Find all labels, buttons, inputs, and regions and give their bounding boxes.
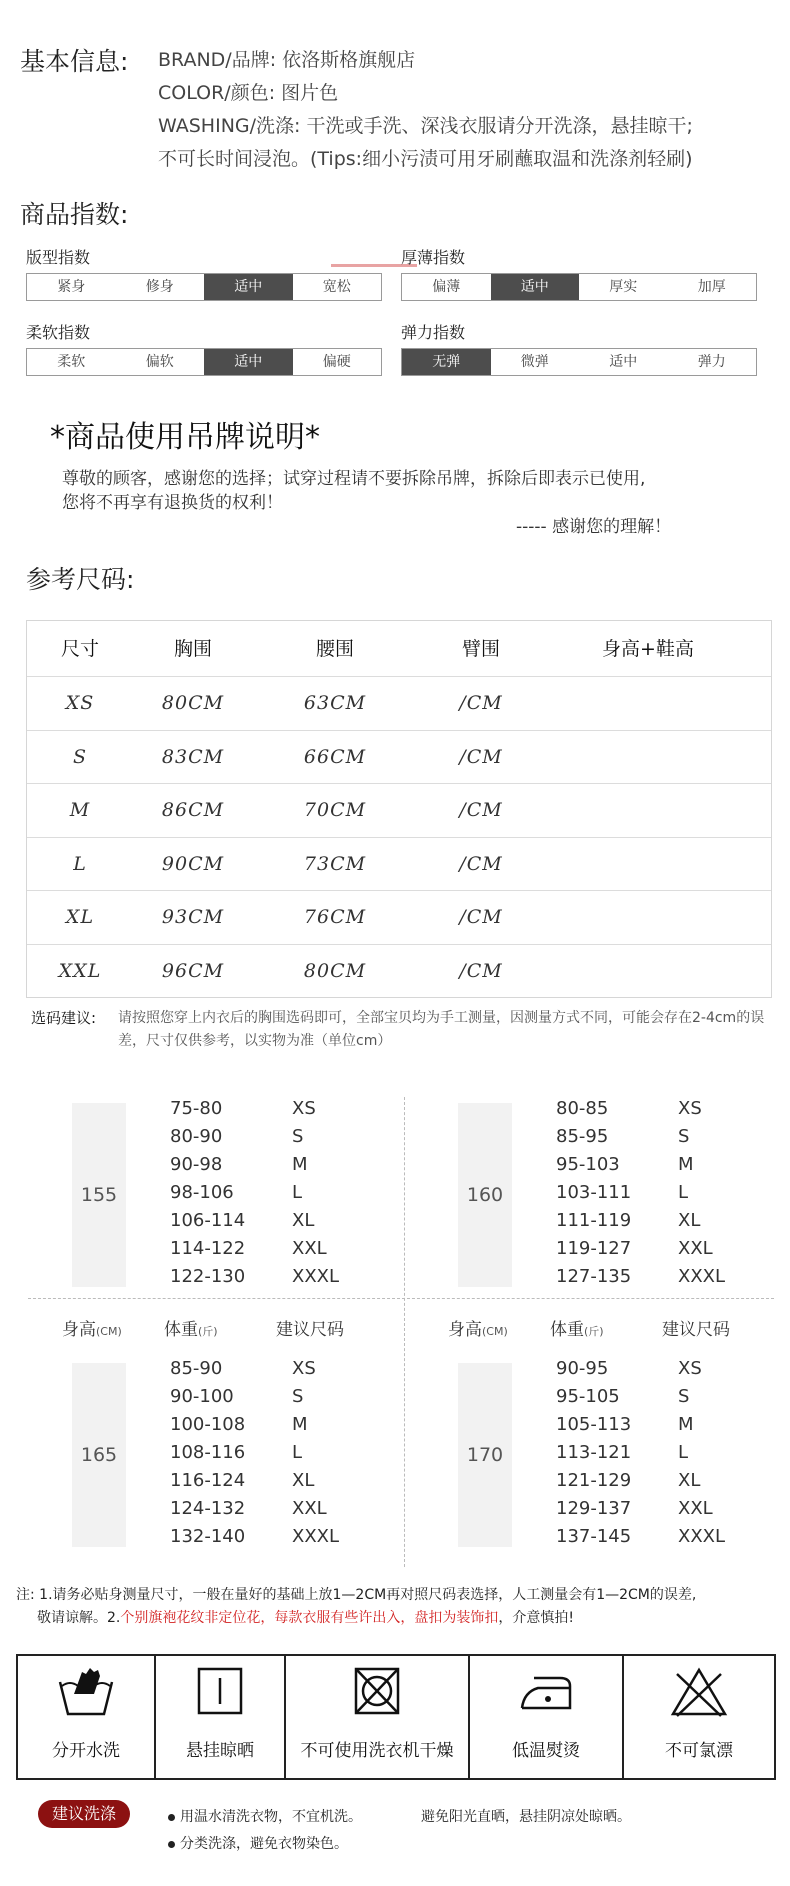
care-label-hang-dry: 悬挂晾晒 xyxy=(186,1741,254,1761)
size-header-text: 建议尺码 xyxy=(662,1320,730,1340)
index-bar xyxy=(401,273,757,301)
weight-range: 90-98 xyxy=(170,1154,223,1175)
hand-wash-icon xyxy=(56,1664,116,1720)
suggested-size: L xyxy=(292,1182,303,1203)
table-header-cell: 尺寸 xyxy=(60,638,99,660)
care-item-no-bleach xyxy=(624,1656,774,1778)
size-header-text: 建议尺码 xyxy=(276,1320,344,1340)
height-header-text: 身高 xyxy=(62,1320,96,1340)
weight-range: 137-145 xyxy=(556,1526,632,1547)
table-cell: /CM xyxy=(459,906,503,928)
table-cell: 90CM xyxy=(161,852,225,875)
weight-header-text: 体重 xyxy=(164,1320,198,1340)
suggested-size: M xyxy=(678,1154,694,1175)
table-cell: XL xyxy=(65,906,95,928)
weight-range: 105-113 xyxy=(556,1414,632,1435)
index-option: 微弹 xyxy=(520,354,549,370)
weight-header xyxy=(550,1315,604,1340)
weight-range: 85-95 xyxy=(556,1126,609,1147)
table-cell: L xyxy=(73,852,87,875)
suggested-size: XXL xyxy=(678,1238,713,1259)
suggested-size: L xyxy=(678,1182,689,1203)
index-option: 适中 xyxy=(609,354,638,370)
size-header xyxy=(662,1315,730,1340)
weight-header-unit: (斤) xyxy=(584,1325,604,1338)
index-option: 偏硬 xyxy=(322,354,351,370)
index-option: 弹力 xyxy=(697,354,726,370)
care-item-low-iron xyxy=(470,1656,624,1778)
index-option-selected: 适中 xyxy=(204,349,293,375)
weight-range: 90-100 xyxy=(170,1386,234,1407)
care-label-low-iron: 低温熨烫 xyxy=(512,1741,580,1761)
weight-range: 103-111 xyxy=(556,1182,632,1203)
index-option-selected: 无弹 xyxy=(402,349,491,375)
tag-notice-line-1: 尊敬的顾客，感谢您的选择；试穿过程请不要拆除吊牌，拆除后即表示已使用, xyxy=(62,469,646,489)
suggested-size: XXXL xyxy=(678,1266,726,1287)
care-item-hang-dry xyxy=(156,1656,286,1778)
table-cell: 86CM xyxy=(161,799,225,821)
height-header xyxy=(448,1315,508,1340)
table-cell: /CM xyxy=(459,799,503,821)
table-cell: /CM xyxy=(459,959,503,982)
index-bar xyxy=(401,348,757,376)
note-line-2-end: ，介意慎拍! xyxy=(498,1610,574,1626)
weight-range: 108-116 xyxy=(170,1442,246,1463)
indices-title: 商品指数: xyxy=(20,200,129,229)
weight-range: 98-106 xyxy=(170,1182,234,1203)
note-line-2-red: 个别旗袍花纹非定位花，每款衣服有些许出入，盘扣为装饰扣 xyxy=(120,1610,499,1626)
suggested-size: S xyxy=(292,1126,304,1147)
height-value: 170 xyxy=(458,1363,512,1547)
index-option-selected: 适中 xyxy=(491,274,580,300)
height-header-unit: (CM) xyxy=(96,1325,122,1338)
wash-advice-text: 用温水清洗衣物，不宜机洗。 xyxy=(180,1809,362,1825)
index-option: 柔软 xyxy=(57,354,86,370)
table-cell: XXL xyxy=(58,959,102,982)
suggested-size: XXXL xyxy=(292,1526,340,1547)
height-header xyxy=(62,1315,122,1340)
height-value: 165 xyxy=(72,1363,126,1547)
index-group-name: 柔软指数 xyxy=(26,323,91,342)
advice-label: 选码建议: xyxy=(31,1009,97,1027)
weight-range: 90-95 xyxy=(556,1358,609,1379)
size-table xyxy=(26,620,772,998)
table-cell: 63CM xyxy=(303,692,367,714)
index-group-name: 版型指数 xyxy=(26,248,91,267)
no-bleach-icon xyxy=(669,1664,729,1720)
height-value: 155 xyxy=(72,1103,126,1287)
table-header-cell: 胸围 xyxy=(173,638,212,660)
index-option: 宽松 xyxy=(322,279,351,295)
table-cell: /CM xyxy=(459,745,503,768)
suggested-size: L xyxy=(292,1442,303,1463)
weight-range: 114-122 xyxy=(170,1238,246,1259)
index-group xyxy=(401,247,757,301)
bullet-dot xyxy=(168,1814,175,1821)
suggested-size: S xyxy=(292,1386,304,1407)
note xyxy=(16,1584,776,1630)
weight-range: 80-90 xyxy=(170,1126,223,1147)
table-row xyxy=(27,838,771,892)
table-cell: XS xyxy=(65,692,95,714)
weight-range: 127-135 xyxy=(556,1266,632,1287)
wash-advice-item xyxy=(168,1806,362,1826)
table-cell: 70CM xyxy=(303,799,367,821)
care-symbols xyxy=(16,1654,776,1780)
table-cell: 93CM xyxy=(161,906,225,928)
advice-text: 请按照您穿上内衣后的胸围选码即可，全部宝贝均为手工测量，因测量方式不同，可能会存在2-4cm的误差，尺寸仅供参考，以实物为准（单位cm） xyxy=(118,1010,765,1049)
table-row xyxy=(27,945,771,999)
suggested-size: M xyxy=(678,1414,694,1435)
basic-info-lines xyxy=(158,44,778,176)
washing-line: WASHING/洗涤: 干洗或手洗、深浅衣服请分开洗涤，悬挂晾干; xyxy=(158,115,693,137)
index-option: 偏软 xyxy=(145,354,174,370)
weight-range: 106-114 xyxy=(170,1210,246,1231)
index-option: 修身 xyxy=(145,279,174,295)
weight-header xyxy=(164,1315,218,1340)
weight-range: 80-85 xyxy=(556,1098,609,1119)
weight-range: 85-90 xyxy=(170,1358,223,1379)
weight-range: 132-140 xyxy=(170,1526,246,1547)
height-header-unit: (CM) xyxy=(482,1325,508,1338)
weight-range: 95-103 xyxy=(556,1154,620,1175)
table-cell: 96CM xyxy=(161,959,225,982)
index-group-name: 弹力指数 xyxy=(401,323,466,342)
weight-range: 100-108 xyxy=(170,1414,246,1435)
suggested-size: XL xyxy=(292,1210,315,1231)
table-header-cell: 腰围 xyxy=(315,638,354,660)
suggested-size: XS xyxy=(678,1358,702,1379)
suggested-size: XXL xyxy=(292,1498,327,1519)
suggested-size: XS xyxy=(678,1098,702,1119)
tag-notice-line-2: 您将不再享有退换货的权利！ xyxy=(62,493,283,513)
weight-range: 116-124 xyxy=(170,1470,246,1491)
weight-range: 119-127 xyxy=(556,1238,632,1259)
table-row xyxy=(27,784,771,838)
table-header-cell: 身高+鞋高 xyxy=(602,638,694,660)
table-cell: /CM xyxy=(459,692,503,714)
suggested-size: M xyxy=(292,1154,308,1175)
table-header-cell: 臂围 xyxy=(461,638,500,660)
suggested-size: S xyxy=(678,1386,690,1407)
index-bar xyxy=(26,273,382,301)
suggested-size: XS xyxy=(292,1098,316,1119)
weight-range: 95-105 xyxy=(556,1386,620,1407)
suggested-size: XL xyxy=(678,1470,701,1491)
tag-notice-title: *商品使用吊牌说明* xyxy=(50,420,320,455)
table-cell: 73CM xyxy=(303,852,367,875)
care-label-no-bleach: 不可氯漂 xyxy=(665,1741,733,1761)
table-row xyxy=(27,731,771,785)
height-header-text: 身高 xyxy=(448,1320,482,1340)
care-label-hand-wash: 分开水洗 xyxy=(52,1741,120,1761)
suggested-size: L xyxy=(678,1442,689,1463)
table-cell: 80CM xyxy=(303,959,367,982)
hang-dry-icon xyxy=(190,1664,250,1720)
table-cell: 83CM xyxy=(161,745,225,768)
table-cell: 80CM xyxy=(161,692,225,714)
weight-range: 75-80 xyxy=(170,1098,223,1119)
care-item-no-tumble-dry xyxy=(286,1656,470,1778)
size-chart-title: 参考尺码: xyxy=(26,565,135,594)
suggested-size: XL xyxy=(292,1470,315,1491)
suggested-size: XL xyxy=(678,1210,701,1231)
suggested-size: XS xyxy=(292,1358,316,1379)
color-line: COLOR/颜色: 图片色 xyxy=(158,82,339,104)
index-group-name: 厚薄指数 xyxy=(401,248,466,267)
index-option-selected: 适中 xyxy=(204,274,293,300)
weight-height-chart xyxy=(28,1097,774,1567)
index-option: 加厚 xyxy=(697,279,726,295)
brand-line: BRAND/品牌: 依洛斯格旗舰店 xyxy=(158,49,416,71)
weight-range: 124-132 xyxy=(170,1498,246,1519)
table-row xyxy=(27,677,771,731)
basic-info-label: 基本信息: xyxy=(20,47,129,76)
wash-advice-text: 避免阳光直晒，悬挂阴凉处晾晒。 xyxy=(421,1809,631,1825)
weight-header-text: 体重 xyxy=(550,1320,584,1340)
wash-advice-text: 分类洗涤，避免衣物染色。 xyxy=(180,1836,348,1852)
tag-notice-thanks: ----- 感谢您的理解！ xyxy=(516,517,672,537)
suggested-size: XXL xyxy=(292,1238,327,1259)
care-item-hand-wash xyxy=(18,1656,156,1778)
wash-advice-item xyxy=(421,1806,631,1826)
weight-range: 121-129 xyxy=(556,1470,632,1491)
size-header xyxy=(276,1315,344,1340)
no-tumble-dry-icon xyxy=(347,1664,407,1720)
washing-tips-line: 不可长时间浸泡。(Tips:细小污渍可用牙刷蘸取温和洗涤剂轻刷) xyxy=(158,148,693,170)
note-line-2-start: 敬请谅解。2. xyxy=(37,1610,121,1626)
index-group xyxy=(401,322,757,376)
bullet-dot xyxy=(168,1841,175,1848)
suggested-size: XXXL xyxy=(678,1526,726,1547)
table-cell: 76CM xyxy=(303,906,367,928)
weight-range: 113-121 xyxy=(556,1442,632,1463)
table-header-row xyxy=(27,621,771,677)
weight-header-unit: (斤) xyxy=(198,1325,218,1338)
suggested-size: M xyxy=(292,1414,308,1435)
table-row xyxy=(27,891,771,945)
index-option: 厚实 xyxy=(609,279,638,295)
note-line-2 xyxy=(16,1607,776,1630)
table-cell: M xyxy=(69,799,91,821)
suggested-size: XXL xyxy=(678,1498,713,1519)
weight-range: 122-130 xyxy=(170,1266,246,1287)
wash-advice-item xyxy=(168,1833,348,1853)
wash-advice-badge: 建议洗涤 xyxy=(38,1800,130,1828)
index-option: 紧身 xyxy=(57,279,86,295)
index-group xyxy=(26,322,382,376)
height-value: 160 xyxy=(458,1103,512,1287)
low-iron-icon xyxy=(516,1664,576,1720)
table-cell: 66CM xyxy=(303,745,367,768)
table-cell: S xyxy=(72,745,88,768)
weight-range: 129-137 xyxy=(556,1498,632,1519)
index-option: 偏薄 xyxy=(432,279,461,295)
suggested-size: S xyxy=(678,1126,690,1147)
table-cell: /CM xyxy=(459,852,503,875)
index-group xyxy=(26,247,382,301)
suggested-size: XXXL xyxy=(292,1266,340,1287)
chart-vertical-divider xyxy=(404,1097,405,1567)
weight-range: 111-119 xyxy=(556,1210,632,1231)
note-line-1: 注: 1.请务必贴身测量尺寸，一般在量好的基础上放1—2CM再对照尺码表选择，人工测量会有1—2CM的误差, xyxy=(16,1587,697,1603)
index-bar xyxy=(26,348,382,376)
chart-horizontal-divider xyxy=(28,1298,774,1299)
care-label-no-tumble-dry: 不可使用洗衣机干燥 xyxy=(300,1741,454,1761)
